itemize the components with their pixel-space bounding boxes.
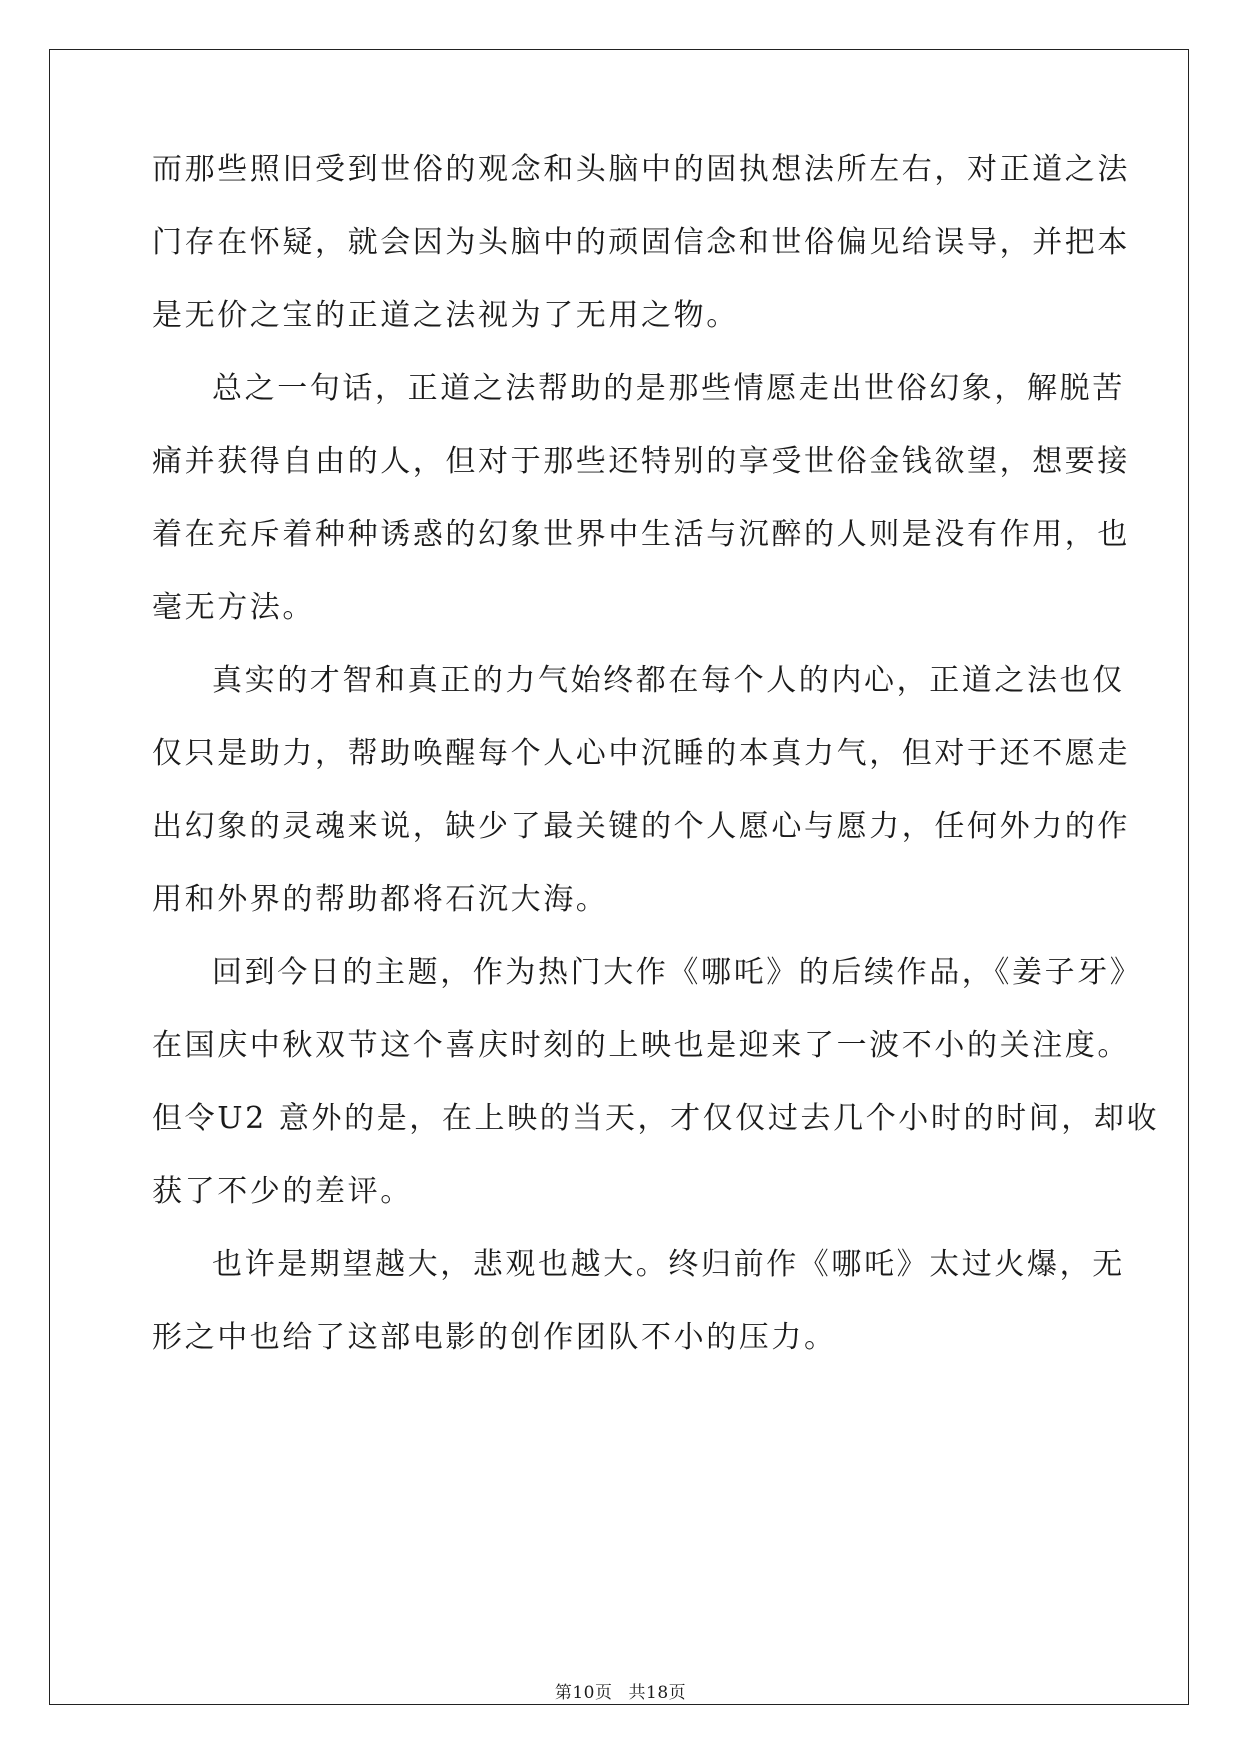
- current-page-label: 第10页: [554, 1683, 613, 1703]
- paragraph-line: 但令U2 意外的是，在上映的当天，才仅仅过去几个小时的时间，却收: [152, 1101, 1160, 1136]
- paragraph-line: 真实的才智和真正的力气始终都在每个人的内心，正道之法也仅: [212, 663, 1125, 698]
- paragraph-line: 门存在怀疑，就会因为头脑中的顽固信念和世俗偏见给误导，并把本: [152, 225, 1130, 260]
- paragraph-line: 出幻象的灵魂来说，缺少了最关键的个人愿心与愿力，任何外力的作: [152, 809, 1130, 844]
- paragraph-line: 也许是期望越大，悲观也越大。终归前作《哪吒》太过火爆，无: [212, 1247, 1125, 1282]
- paragraph-line: 在国庆中秋双节这个喜庆时刻的上映也是迎来了一波不小的关注度。: [152, 1028, 1130, 1063]
- paragraph-line: 仅只是助力，帮助唤醒每个人心中沉睡的本真力气，但对于还不愿走: [152, 736, 1130, 771]
- paragraph-line: 而那些照旧受到世俗的观念和头脑中的固执想法所左右，对正道之法: [152, 152, 1130, 187]
- page-footer: [0, 1681, 1241, 1705]
- paragraph-line: 获了不少的差评。: [152, 1174, 413, 1209]
- paragraph-line: 毫无方法。: [152, 590, 315, 625]
- paragraph-line: 着在充斥着种种诱惑的幻象世界中生活与沉醉的人则是没有作用，也: [152, 517, 1130, 552]
- paragraph-line: 痛并获得自由的人，但对于那些还特别的享受世俗金钱欲望，想要接: [152, 444, 1130, 479]
- total-pages-label: 共18页: [628, 1683, 687, 1703]
- paragraph-line: 回到今日的主题，作为热门大作《哪吒》的后续作品，《姜子牙》: [212, 955, 1143, 990]
- paragraph-line: 用和外界的帮助都将石沉大海。: [152, 882, 609, 917]
- paragraph-line: 总之一句话，正道之法帮助的是那些情愿走出世俗幻象，解脱苦: [212, 371, 1125, 406]
- paragraph-line: 是无价之宝的正道之法视为了无用之物。: [152, 298, 739, 333]
- paragraph-line: 形之中也给了这部电影的创作团队不小的压力。: [152, 1320, 837, 1355]
